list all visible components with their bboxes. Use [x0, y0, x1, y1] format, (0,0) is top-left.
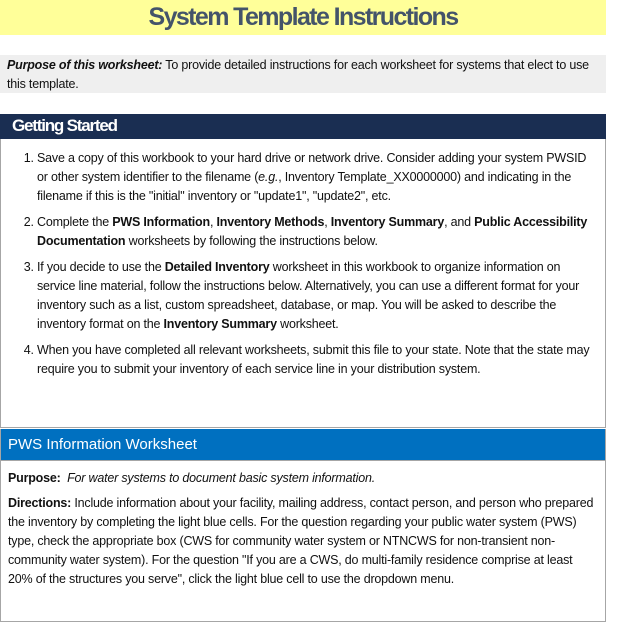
- list-item-text: Inventory Summary: [163, 317, 277, 331]
- pws-directions-text: Include information about your facility, mailing address, contact person, and person who prepared the inventory by completing the light blue cells. For the question regarding your public water system (PWS) type, check the appropriate box (CWS for community water system or NTNCWS for non-transient non-community water system). For the question "If you are a CWS, do multi-family residence comprise at least 20% of the structures you serve", click the light blue cell to use the dropdown menu.: [8, 496, 594, 586]
- pws-directions-label: Directions:: [8, 496, 72, 510]
- pws-purpose-label: Purpose:: [8, 471, 61, 485]
- list-item-text: , Inventory Template_XX0000000) and indicating in the filename if this is the "initial" inventory or "update1", "update2", etc.: [37, 170, 572, 203]
- worksheet-purpose: [0, 55, 606, 93]
- list-item-text: PWS Information: [112, 215, 210, 229]
- list-item: [37, 341, 595, 379]
- list-item-text: ,: [209, 215, 217, 229]
- getting-started-heading: Getting Started: [0, 114, 606, 139]
- pws-purpose: [8, 469, 598, 488]
- list-item-text: Inventory Summary: [330, 215, 445, 229]
- getting-started-section: [0, 139, 606, 428]
- pws-information-heading: PWS Information Worksheet: [0, 429, 606, 460]
- list-item-text: If you decide to use the: [37, 260, 165, 274]
- page-title: System Template Instructions: [0, 0, 606, 35]
- list-item-text: e.g.: [258, 170, 279, 184]
- list-item-text: worksheet.: [276, 317, 339, 331]
- list-item: [37, 149, 595, 206]
- pws-information-section: [0, 460, 606, 622]
- pws-purpose-text: For water systems to document basic system information.: [67, 471, 375, 485]
- list-item-text: worksheet in this workbook to organize information on service line material, follow the instructions below. Alternatively, you can use a different format for your inventory such as a list, custom spreadsheet, database, or map. You will be asked to describe the inventory format on the: [37, 260, 580, 331]
- pws-directions: [8, 494, 598, 589]
- list-item-text: Public Accessibility Documentation: [37, 215, 588, 248]
- list-item: [37, 258, 595, 334]
- list-item-text: ,: [324, 215, 331, 229]
- getting-started-list: [1, 139, 605, 379]
- list-item-text: Inventory Methods: [216, 215, 325, 229]
- list-item-text: worksheets by following the instructions below.: [125, 234, 378, 248]
- list-item-text: Complete the: [37, 215, 113, 229]
- purpose-text: To provide detailed instructions for each worksheet for systems that elect to use this template.: [7, 58, 589, 91]
- list-item-text: , and: [444, 215, 475, 229]
- purpose-label: Purpose of this worksheet:: [7, 58, 163, 72]
- list-item-text: Save a copy of this workbook to your hard drive or network drive. Consider adding your system PWSID or other system identifier to the filename (: [37, 151, 587, 184]
- list-item: [37, 213, 595, 251]
- list-item-text: When you have completed all relevant worksheets, submit this file to your state. Note that the state may require you to submit your inventory of each service line in your distribution system.: [37, 343, 590, 376]
- list-item-text: Detailed Inventory: [164, 260, 270, 274]
